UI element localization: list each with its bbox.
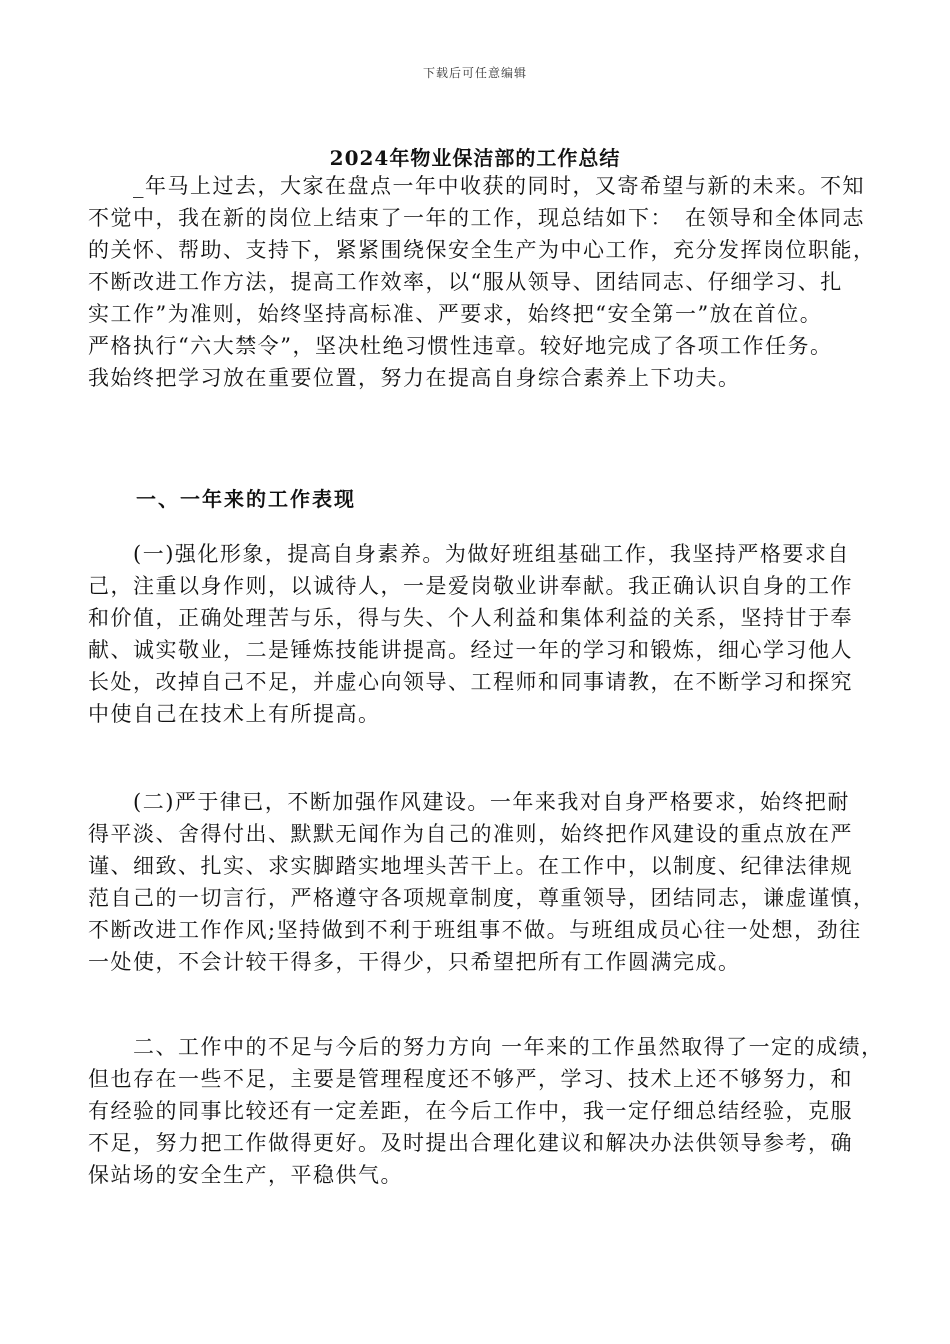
text-line: 不足，努力把工作做得更好。及时提出合理化建议和解决办法供领导参考，确 — [88, 1131, 853, 1155]
text-line: _年马上过去，大家在盘点一年中收获的同时，又寄希望与新的未来。不知 — [88, 174, 865, 198]
paragraph-intro — [88, 170, 876, 394]
text-line: 不觉中，我在新的岗位上结束了一年的工作，现总结如下： 在领导和全体同志 — [88, 206, 865, 230]
text-line: 实工作”为准则，始终坚持高标准、严要求，始终把“安全第一”放在首位。 — [88, 302, 823, 326]
text-line: 一处使，不会计较干得多，干得少，只希望把所有工作圆满完成。 — [88, 950, 741, 974]
text-line: 献、诚实敬业，二是锤炼技能讲提高。经过一年的学习和锻炼，细心学习他人 — [88, 638, 853, 662]
section-heading: 一、一年来的工作表现 — [136, 487, 356, 511]
text-line: 有经验的同事比较还有一定差距，在今后工作中，我一定仔细总结经验，克服 — [88, 1099, 853, 1123]
text-line: 但也存在一些不足，主要是管理程度还不够严，学习、技术上还不够努力，和 — [88, 1067, 853, 1091]
text-line: 己，注重以身作则，以诚待人，一是爱岗敬业讲奉献。我正确认识自身的工作 — [88, 574, 853, 598]
header-note: 下载后可任意编辑 — [422, 66, 527, 80]
text-line: 得平淡、舍得付出、默默无闻作为自己的准则，始终把作风建设的重点放在严 — [88, 822, 853, 846]
text-line: 和价值，正确处理苦与乐，得与失、个人利益和集体利益的关系，坚持甘于奉 — [88, 606, 853, 630]
document-title: 2024年物业保洁部的工作总结 — [329, 146, 621, 170]
text-line: 不断改进工作作风;坚持做到不利于班组事不做。与班组成员心往一处想，劲往 — [88, 918, 862, 942]
text-line: (二)严于律已，不断加强作风建设。一年来我对自身严格要求，始终把耐 — [88, 790, 850, 814]
text-line: 的关怀、帮助、支持下，紧紧围绕保安全生产为中心工作，充分发挥岗位职能， — [88, 238, 876, 262]
text-line: 不断改进工作方法，提高工作效率，以“服从领导、团结同志、仔细学习、扎 — [88, 270, 843, 294]
text-line: 长处，改掉自己不足，并虚心向领导、工程师和同事请教，在不断学习和探究 — [88, 670, 853, 694]
text-line: 中使自己在技术上有所提高。 — [88, 702, 381, 726]
text-line: 严格执行“六大禁令”，坚决杜绝习惯性违章。较好地完成了各项工作任务。 — [88, 334, 833, 358]
text-line: (一)强化形象，提高自身素养。为做好班组基础工作，我坚持严格要求自 — [88, 542, 850, 566]
paragraph-image-improvement — [88, 538, 870, 730]
text-line: 范自己的一切言行，严格遵守各项规章制度，尊重领导，团结同志，谦虚谨慎， — [88, 886, 876, 910]
text-line: 二、工作中的不足与今后的努力方向 一年来的工作虽然取得了一定的成绩， — [88, 1035, 884, 1059]
text-line: 谨、细致、扎实、求实脚踏实地埋头苦干上。在工作中，以制度、纪律法律规 — [88, 854, 853, 878]
text-line: 我始终把学习放在重要位置，努力在提高自身综合素养上下功夫。 — [88, 366, 741, 390]
paragraph-discipline — [88, 786, 876, 978]
text-line: 保站场的安全生产，平稳供气。 — [88, 1163, 403, 1187]
paragraph-shortcomings — [88, 1031, 884, 1191]
